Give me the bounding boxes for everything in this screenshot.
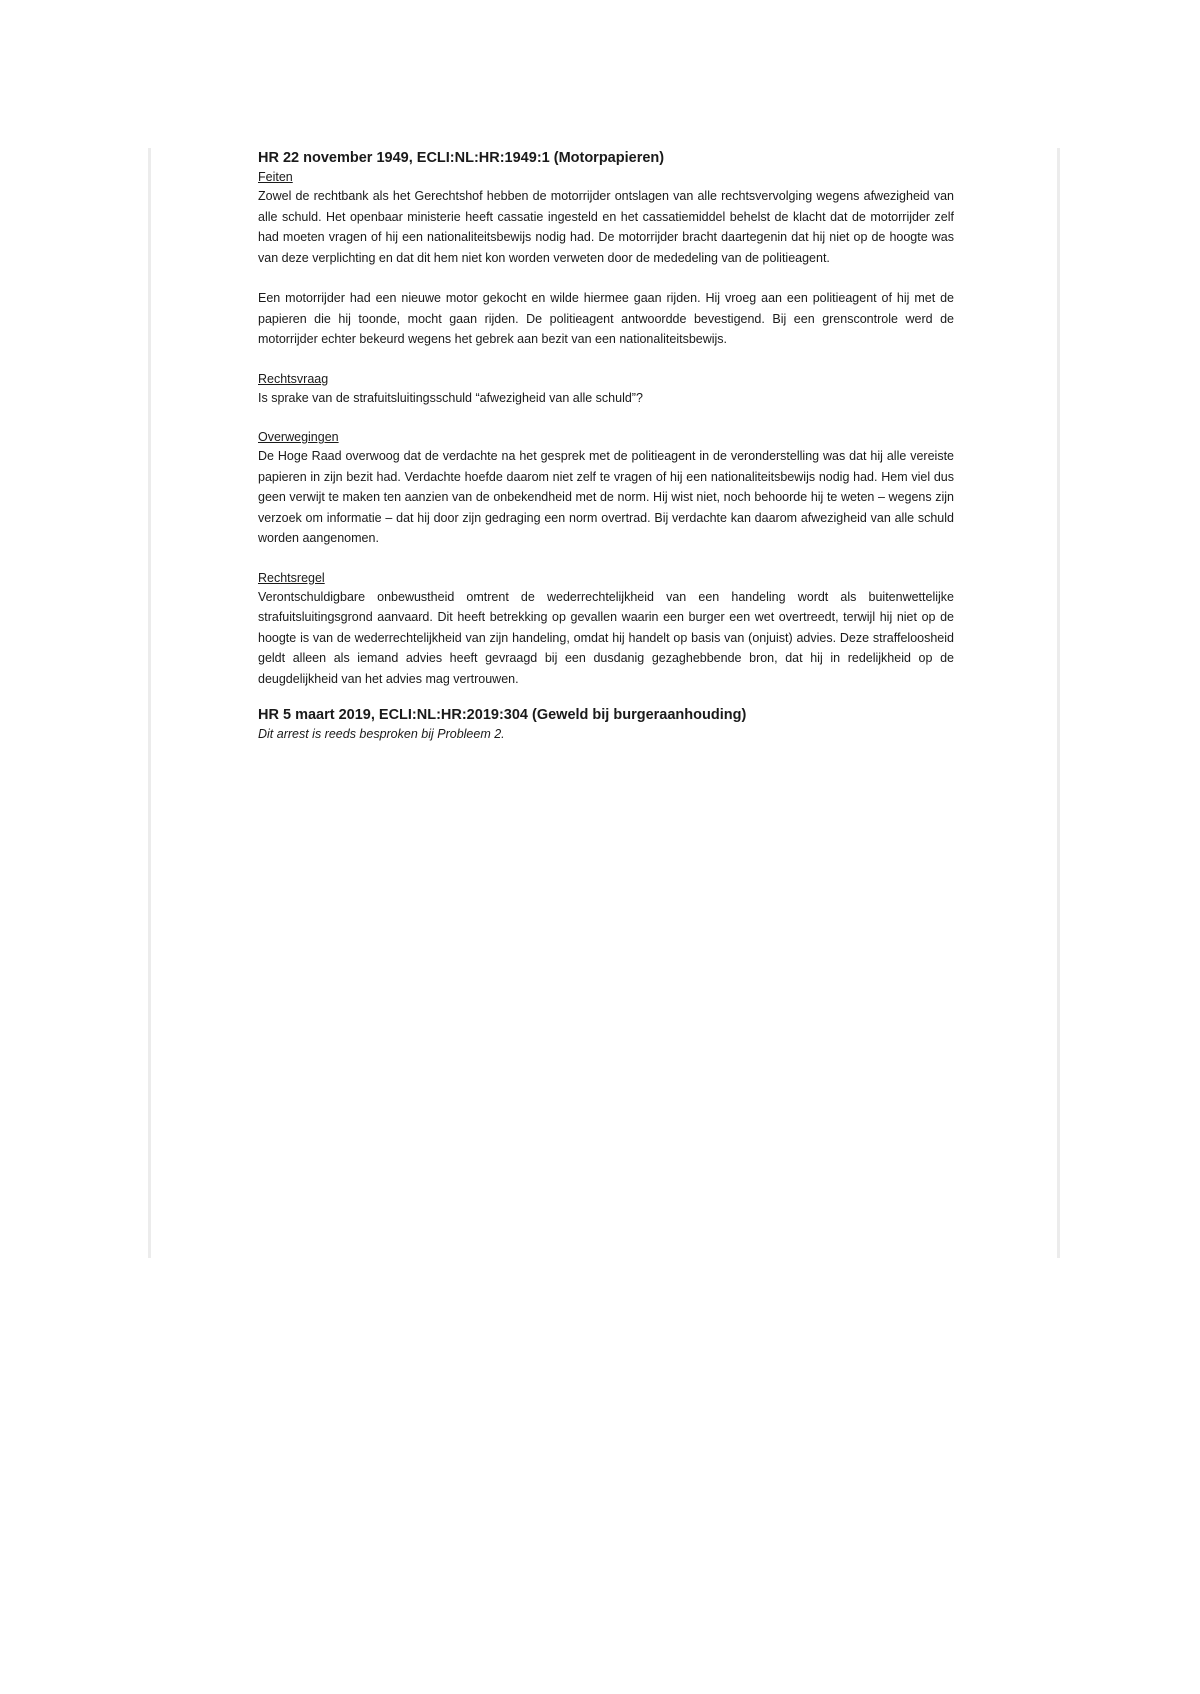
- rechtsregel-text: Verontschuldigbare onbewustheid omtrent de wederrechtelijkheid van een handeling wordt als buitenwettelijke strafuitsluitingsgrond aanvaard. Dit heeft betrekking op gevallen waarin een burger een wet overtreedt, terwijl hij niet op de hoogte is van de wederrechtelijkheid van zijn handeling, omdat hij handelt op basis van (onjuist) advies. Deze straffeloosheid geldt alleen als iemand advies heeft gevraagd bij een dusdanig gezaghebbende bron, dat hij in redelijkheid op de deugdelijkheid van het advies mag vertrouwen.: [258, 589, 954, 686]
- case-title-motorpapieren: HR 22 november 1949, ECLI:NL:HR:1949:1 (Motorpapieren): [258, 150, 665, 166]
- section-heading-rechtsregel: Rechtsregel: [258, 570, 325, 585]
- case-block-burgeraanhouding: [258, 705, 954, 743]
- overwegingen-text: De Hoge Raad overwoog dat de verdachte na het gesprek met de politieagent in de veronderstelling was dat hij alle vereiste papieren in zijn bezit had. Verdachte hoefde daarom niet zelf te vragen of hij een nationaliteitsbewijs nodig had. Hem viel dus geen verwijt te maken ten aanzien van de onbekendheid met de norm. Hij wist niet, noch behoorde hij te weten – wegens zijn verzoek om informatie – dat hij door zijn gedraging een norm overtrad. Bij verdachte kan daarom afwezigheid van alle schuld worden aangenomen.: [258, 449, 954, 545]
- case-title-burgeraanhouding: HR 5 maart 2019, ECLI:NL:HR:2019:304 (Geweld bij burgeraanhouding): [258, 707, 747, 723]
- section-heading-rechtsvraag: Rechtsvraag: [258, 371, 329, 386]
- document-content: [258, 148, 954, 743]
- feiten-paragraph-1: Zowel de rechtbank als het Gerechtshof hebben de motorrijder ontslagen van alle rechtsvervolging wegens afwezigheid van alle schuld. Het openbaar ministerie heeft cassatie ingesteld en het cassatiemiddel behelst de klacht dat de motorrijder zelf had moeten vragen of hij een nationaliteitsbewijs nodig had. De motorrijder bracht daartegenin dat hij niet op de hoogte was van deze verplichting en dat dit hem niet kon worden verweten door de mededeling van de politieagent.: [258, 189, 954, 265]
- section-heading-overwegingen: Overwegingen: [258, 430, 339, 444]
- case-note: Dit arrest is reeds besproken bij Probleem 2.: [258, 727, 505, 741]
- section-heading-feiten: Feiten: [258, 170, 293, 184]
- feiten-paragraph-2: Een motorrijder had een nieuwe motor gekocht en wilde hiermee gaan rijden. Hij vroeg aan een politieagent of hij met de papieren die hij toonde, mocht gaan rijden. De politieagent antwoordde bevestigend. Bij een grenscontrole werd de motorrijder echter bekeurd wegens het gebrek aan bezit van een nationaliteitsbewijs.: [258, 291, 954, 346]
- rechtsvraag-text: Is sprake van de strafuitsluitingsschuld “afwezigheid van alle schuld”?: [258, 390, 643, 405]
